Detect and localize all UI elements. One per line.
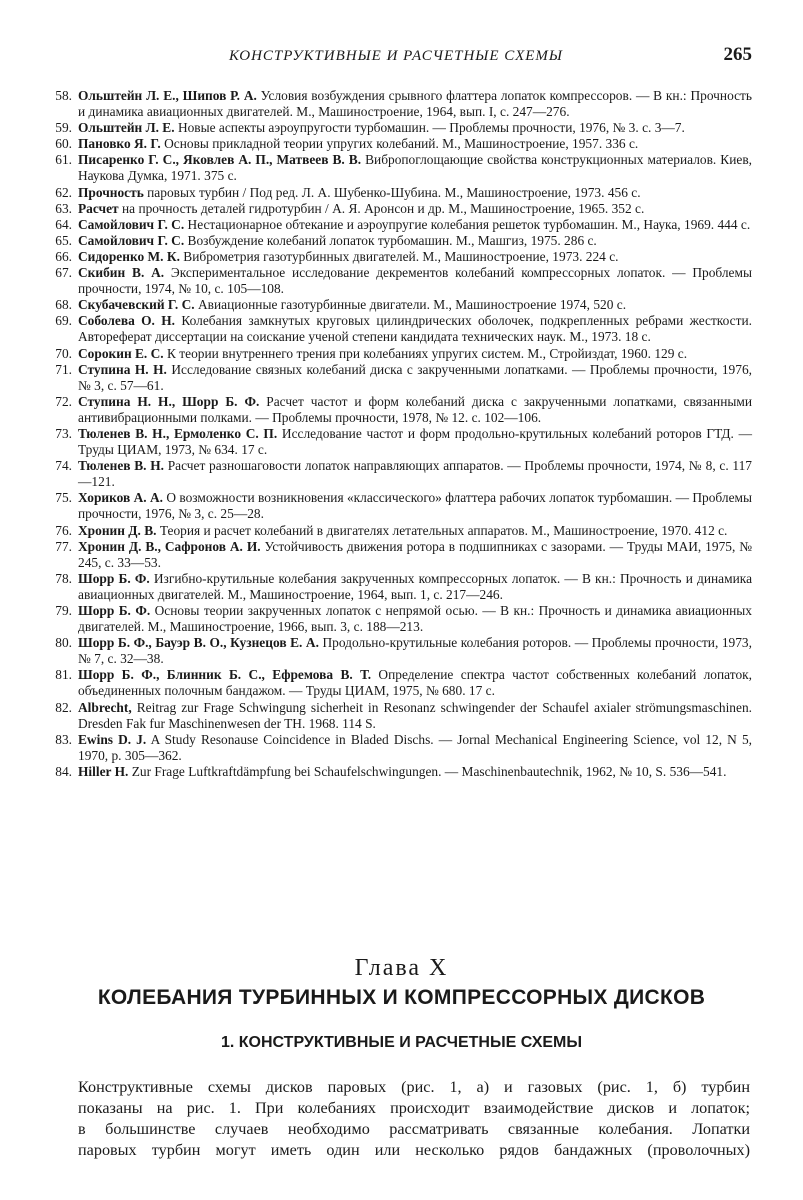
reference-text: Расчет частот и форм колебаний диска с закрученными лопатками, связанными антивибрационными полками. — Проблемы прочности, 1978, № 12. с. 102—106.: [78, 393, 752, 425]
reference-item: [40, 667, 752, 699]
reference-body: [78, 667, 752, 699]
reference-authors: Прочность: [78, 184, 144, 200]
reference-item: [40, 249, 752, 265]
reference-text: A Study Resonause Coincidence in Bladed Dischs. — Jornal Mechanical Engineering Science, vol 12, N 5, 1970, p. 305—362.: [78, 731, 752, 763]
reference-item: [40, 523, 752, 539]
reference-number: 69.: [55, 313, 72, 329]
reference-authors: Шорр Б. Ф.: [78, 603, 151, 618]
paragraph-line: показаны на рис. 1. При колебаниях происходит взаимодействие дисков и лопаток;: [78, 1099, 750, 1117]
reference-number: 80.: [55, 635, 72, 651]
reference-number: 68.: [55, 297, 72, 313]
reference-body: [78, 764, 752, 780]
chapter-label: Глава X: [354, 955, 449, 981]
reference-number: 66.: [55, 248, 72, 264]
reference-text: Основы теории закрученных лопаток с непрямой осью. — В кн.: Прочность и динамика авиационных двигателей. М., Машиностроение, 1966, вып. 3, с. 188—213.: [78, 603, 752, 635]
reference-body: [78, 88, 752, 120]
chapter-title: КОЛЕБАНИЯ ТУРБИННЫХ И КОМПРЕССОРНЫХ ДИСКОВ: [97, 986, 706, 1009]
reference-authors: Соболева О. Н.: [78, 313, 176, 329]
reference-body: [78, 700, 752, 732]
reference-number: 81.: [55, 667, 72, 683]
reference-number: 84.: [55, 763, 72, 779]
reference-item: [40, 120, 752, 136]
reference-authors: Самойлович Г. С.: [78, 232, 185, 248]
reference-item: [40, 201, 752, 217]
reference-item: [40, 136, 752, 152]
reference-body: [78, 297, 752, 313]
reference-authors: Ступина Н. Н.: [78, 361, 167, 377]
reference-authors: Хронин Д. В., Сафронов А. И.: [78, 538, 261, 554]
reference-number: 59.: [55, 120, 72, 136]
reference-text: Основы прикладной теории упругих колебаний. М., Машиностроение, 1957. 336 с.: [164, 136, 639, 152]
reference-body: [78, 426, 752, 458]
reference-text: Вибропоглощающие свойства конструкционных материалов. Киев, Наукова Думка, 1971. 375 с.: [78, 152, 752, 184]
reference-item: [40, 233, 752, 249]
reference-item: [40, 265, 752, 297]
reference-item: [40, 539, 752, 571]
reference-item: [40, 426, 752, 458]
reference-text: Нестационарное обтекание и аэроупругие колебания решеток турбомашин. М., Наука, 1969. 444 с.: [187, 216, 751, 232]
reference-body: [78, 313, 752, 345]
reference-item: [40, 362, 752, 394]
reference-body: [78, 603, 752, 635]
reference-body: [78, 249, 752, 265]
section-title: 1. КОНСТРУКТИВНЫЕ И РАСЧЕТНЫЕ СХЕМЫ: [220, 1034, 583, 1051]
reference-number: 63.: [55, 200, 72, 216]
reference-body: [78, 136, 752, 152]
reference-number: 65.: [55, 232, 72, 248]
reference-number: 58.: [55, 88, 72, 103]
reference-body: [78, 458, 752, 490]
reference-authors: Писаренко Г. С., Яковлев А. П., Матвеев В. В.: [78, 152, 362, 168]
reference-text: Исследование связных колебаний диска с закрученными лопатками. — Проблемы прочности, 1976, № 3, с. 57—61.: [78, 361, 752, 393]
reference-number: 76.: [55, 522, 72, 538]
reference-text: Устойчивость движения ротора в подшипниках с зазорами. — Труды МАИ, 1975, № 245, с. 33—53.: [78, 538, 753, 570]
reference-authors: Хориков А. А.: [78, 490, 163, 506]
reference-text: Продольно-крутильные колебания роторов. — Проблемы прочности, 1973, № 7, с. 32—38.: [78, 635, 752, 667]
reference-authors: Шорр Б. Ф., Блинник Б. С., Ефремова В. Т.: [78, 667, 372, 683]
page-number: 265: [723, 44, 752, 65]
reference-item: [40, 88, 752, 120]
reference-number: 79.: [55, 603, 72, 618]
reference-item: [40, 490, 752, 522]
paragraph-line: паровых турбин могут иметь один или несколько рядов бандажных (проволочных): [78, 1141, 750, 1159]
reference-authors: Шорр Б. Ф.: [78, 570, 150, 586]
reference-authors: Ступина Н. Н., Шорр Б. Ф.: [78, 393, 260, 409]
body-paragraph: [78, 1077, 750, 1161]
reference-body: [78, 523, 752, 539]
reference-body: [78, 201, 752, 217]
reference-text: на прочность деталей гидротурбин / А. Я. Аронсон и др. М., Машиностроение, 1965. 352 с.: [121, 200, 645, 216]
reference-text: Определение спектра частот собственных колебаний лопаток, объединенных полочным бандажом. — Труды ЦИАМ, 1975, № 680. 17 с.: [78, 667, 752, 699]
reference-body: [78, 394, 752, 426]
reference-item: [40, 732, 752, 764]
reference-number: 74.: [55, 458, 72, 474]
reference-number: 64.: [55, 216, 72, 232]
reference-item: [40, 603, 752, 635]
reference-list: [40, 88, 752, 780]
reference-text: Колебания замкнутых круговых цилиндрических оболочек, подкрепленных ребрами жесткости. Автореферат диссертации на соискание ученой степени кандидата технических наук. М., 1973. 18 с.: [78, 313, 752, 345]
reference-authors: Шорр Б. Ф., Бауэр В. О., Кузнецов Е. А.: [78, 635, 319, 651]
reference-authors: Хронин Д. В.: [78, 522, 157, 538]
reference-item: [40, 394, 752, 426]
reference-item: [40, 571, 752, 603]
reference-authors: Тюленев В. Н.: [78, 458, 164, 474]
reference-body: [78, 490, 752, 522]
running-title: КОНСТРУКТИВНЫЕ И РАСЧЕТНЫЕ СХЕМЫ: [229, 48, 563, 64]
reference-authors: Скибин В. А.: [78, 265, 165, 281]
reference-number: 75.: [55, 490, 72, 506]
reference-text: Исследование частот и форм продольно-крутильных колебаний роторов ГТД. — Труды ЦИАМ, 1973, № 634. 17 с.: [78, 425, 752, 458]
page-header: [40, 44, 752, 70]
reference-number: 62.: [55, 184, 72, 200]
reference-body: [78, 217, 752, 233]
reference-text: Изгибно-крутильные колебания закрученных компрессорных лопаток. — В кн.: Прочность и динамика авиационных двигателей. М., Машиностроение, 1964, вып. 1, с. 217—246.: [78, 570, 753, 602]
reference-authors: Сидоренко М. К.: [78, 248, 180, 264]
reference-text: Экспериментальное исследование декрементов колебаний компрессорных лопаток. — Проблемы прочности, 1974, № 10, с. 105—108.: [78, 265, 752, 297]
reference-authors: Самойлович Г. С.: [78, 216, 185, 232]
reference-body: [78, 185, 752, 201]
reference-authors: Ewins D. J.: [78, 731, 147, 747]
reference-item: [40, 297, 752, 313]
reference-authors: Тюленев В. Н., Ермоленко С. П.: [78, 425, 278, 441]
reference-body: [78, 120, 752, 136]
reference-number: 82.: [55, 699, 72, 715]
reference-item: [40, 635, 752, 667]
reference-text: О возможности возникновения «классического» флаттера рабочих лопаток турбомашин. — Проблемы прочности, 1976, № 3, с. 25—28.: [78, 490, 752, 522]
reference-number: 83.: [55, 731, 72, 747]
reference-number: 61.: [55, 152, 72, 168]
reference-authors: Ольштейн Л. Е.: [78, 120, 175, 136]
reference-body: [78, 571, 752, 603]
reference-text: Reitrag zur Frage Schwingung sicherheit in Resonanz schwingender der Schaufel axialer strömungsmaschinen. Dresden Fak fur Maschinenwesen der TH. 1968. 114 S.: [78, 699, 752, 731]
reference-number: 60.: [55, 136, 72, 152]
reference-text: Авиационные газотурбинные двигатели. М., Машиностроение 1974, 520 с.: [197, 297, 627, 313]
reference-body: [78, 539, 752, 571]
reference-item: [40, 764, 752, 780]
reference-body: [78, 265, 752, 297]
reference-body: [78, 635, 752, 667]
reference-item: [40, 346, 752, 362]
reference-body: [78, 362, 752, 394]
reference-item: [40, 313, 752, 345]
reference-number: 73.: [55, 425, 72, 441]
paragraph-line: в большинстве случаев необходимо рассматривать связанные колебания. Лопатки: [78, 1120, 750, 1138]
reference-item: [40, 217, 752, 233]
reference-item: [40, 700, 752, 732]
reference-number: 67.: [55, 265, 72, 281]
reference-text: Виброметрия газотурбинных двигателей. М., Машиностроение, 1973. 224 с.: [183, 248, 619, 264]
reference-text: Теория и расчет колебаний в двигателях летательных аппаратов. М., Машиностроение, 1970. 412 с.: [159, 522, 728, 538]
reference-authors: Расчет: [78, 200, 119, 216]
reference-text: Расчет разношаговости лопаток направляющих аппаратов. — Проблемы прочности, 1974, № 8, с. 117—121.: [78, 458, 753, 490]
reference-body: [78, 346, 752, 362]
reference-authors: Hiller H.: [78, 763, 129, 779]
reference-text: Условия возбуждения срывного флаттера лопаток компрессоров. — В кн.: Прочность и динамика авиационных двигателей. М., Машиностроение, 1964, вып. I, с. 247—276.: [78, 88, 752, 120]
reference-body: [78, 152, 752, 184]
reference-text: Новые аспекты аэроупругости турбомашин. — Проблемы прочности, 1976, № 3. с. 3—7.: [177, 120, 685, 136]
reference-body: [78, 732, 752, 764]
reference-authors: Ольштейн Л. Е., Шипов Р. А.: [78, 88, 257, 103]
reference-text: Zur Frage Luftkraftdämpfung bei Schaufelschwingungen. — Maschinenbautechnik, 1962, № 10, S. 536—541.: [131, 763, 727, 779]
reference-number: 71.: [55, 361, 72, 377]
paragraph-line: Конструктивные схемы дисков паровых (рис. 1, а) и газовых (рис. 1, б) турбин: [78, 1078, 750, 1096]
reference-body: [78, 233, 752, 249]
reference-item: [40, 152, 752, 184]
reference-authors: Albrecht,: [78, 699, 132, 715]
reference-number: 70.: [55, 345, 72, 361]
reference-item: [40, 458, 752, 490]
reference-authors: Скубачевский Г. С.: [78, 297, 195, 313]
reference-text: паровых турбин / Под ред. Л. А. Шубенко-Шубина. М., Машиностроение, 1973. 456 с.: [147, 184, 641, 200]
reference-authors: Сорокин Е. С.: [78, 345, 164, 361]
reference-authors: Пановко Я. Г.: [78, 136, 161, 152]
reference-number: 78.: [55, 570, 72, 586]
reference-text: Возбуждение колебаний лопаток турбомашин. М., Машгиз, 1975. 286 с.: [187, 232, 597, 248]
reference-text: К теории внутреннего трения при колебаниях упругих систем. М., Стройиздат, 1960. 129 с.: [167, 345, 688, 361]
reference-number: 77.: [55, 538, 72, 554]
reference-item: [40, 185, 752, 201]
reference-number: 72.: [55, 393, 72, 409]
